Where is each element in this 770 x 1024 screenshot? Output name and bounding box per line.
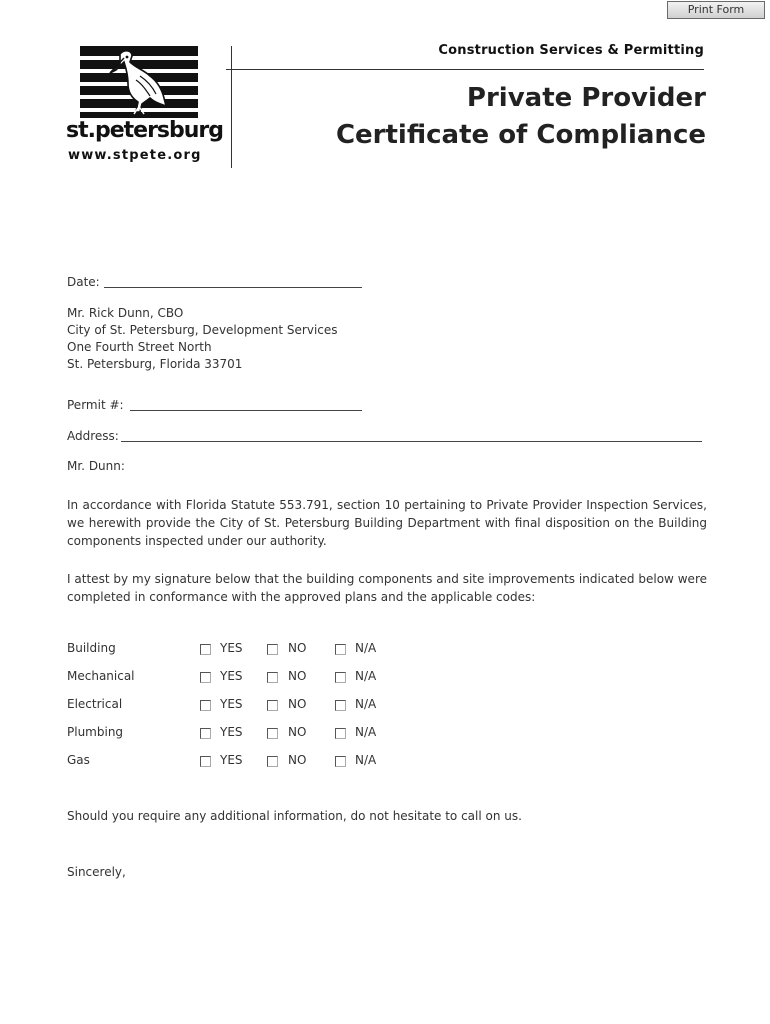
date-field[interactable] <box>104 287 362 288</box>
recipient-city: St. Petersburg, Florida 33701 <box>67 357 243 371</box>
title-line-2: Certificate of Compliance <box>335 120 706 150</box>
plumbing-no-checkbox[interactable] <box>267 728 278 739</box>
mechanical-na-checkbox[interactable] <box>335 672 346 683</box>
building-yes-checkbox[interactable] <box>200 644 211 655</box>
no-label: NO <box>288 641 307 655</box>
plumbing-na-checkbox[interactable] <box>335 728 346 739</box>
component-label: Building <box>67 641 116 655</box>
salutation: Mr. Dunn: <box>67 459 125 473</box>
na-label: N/A <box>355 641 377 655</box>
mechanical-yes-checkbox[interactable] <box>200 672 211 683</box>
permit-label: Permit #: <box>67 398 124 412</box>
no-label: NO <box>288 697 307 711</box>
no-label: NO <box>288 725 307 739</box>
component-label: Electrical <box>67 697 123 711</box>
title-line-1: Private Provider <box>466 83 706 113</box>
address-label: Address: <box>67 429 119 443</box>
recipient-name: Mr. Rick Dunn, CBO <box>67 306 184 320</box>
closing-note: Should you require any additional information, do not hesitate to call on us. <box>67 809 522 823</box>
na-label: N/A <box>355 697 377 711</box>
recipient-org: City of St. Petersburg, Development Services <box>67 323 338 337</box>
yes-label: YES <box>220 725 243 739</box>
address-field[interactable] <box>121 441 702 442</box>
na-label: N/A <box>355 725 377 739</box>
mechanical-no-checkbox[interactable] <box>267 672 278 683</box>
page-title <box>336 80 706 154</box>
pelican-logo-icon <box>80 46 198 118</box>
gas-yes-checkbox[interactable] <box>200 756 211 767</box>
brand-url: www.stpete.org <box>68 148 202 163</box>
electrical-no-checkbox[interactable] <box>267 700 278 711</box>
electrical-yes-checkbox[interactable] <box>200 700 211 711</box>
component-label: Plumbing <box>67 725 124 739</box>
department-name: Construction Services & Permitting <box>438 43 704 58</box>
brand-name: st.petersburg <box>66 118 224 143</box>
electrical-na-checkbox[interactable] <box>335 700 346 711</box>
yes-label: YES <box>220 641 243 655</box>
signoff: Sincerely, <box>67 865 126 879</box>
gas-na-checkbox[interactable] <box>335 756 346 767</box>
recipient-street: One Fourth Street North <box>67 340 212 354</box>
attestation-paragraph: I attest by my signature below that the building components and site improvements indicated below were completed in conformance with the approved plans and the applicable codes: <box>67 572 707 604</box>
component-label: Mechanical <box>67 669 135 683</box>
no-label: NO <box>288 669 307 683</box>
plumbing-yes-checkbox[interactable] <box>200 728 211 739</box>
building-na-checkbox[interactable] <box>335 644 346 655</box>
yes-label: YES <box>220 697 243 711</box>
header-divider-horizontal <box>226 69 704 70</box>
statute-paragraph: In accordance with Florida Statute 553.791, section 10 pertaining to Private Provider Inspection Services, we herewith provide the City of St. Petersburg Building Department with final disposition on the Building components inspected under our authority. <box>67 498 707 548</box>
yes-label: YES <box>220 753 243 767</box>
no-label: NO <box>288 753 307 767</box>
date-label: Date: <box>67 275 100 289</box>
building-no-checkbox[interactable] <box>267 644 278 655</box>
yes-label: YES <box>220 669 243 683</box>
permit-field[interactable] <box>130 410 362 411</box>
component-label: Gas <box>67 753 90 767</box>
na-label: N/A <box>355 753 377 767</box>
gas-no-checkbox[interactable] <box>267 756 278 767</box>
header-divider-vertical <box>231 46 232 168</box>
na-label: N/A <box>355 669 377 683</box>
print-form-button[interactable]: Print Form <box>667 1 765 19</box>
